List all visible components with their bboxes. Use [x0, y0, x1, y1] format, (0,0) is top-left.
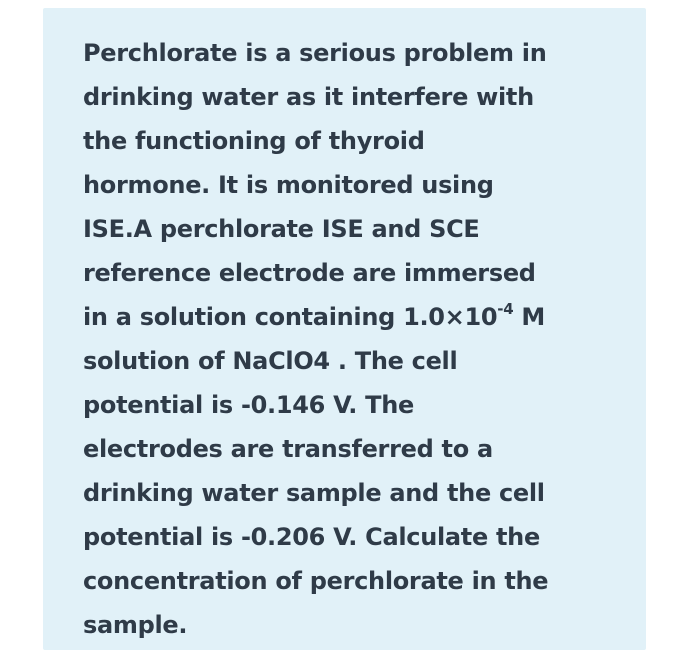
question-line: concentration of perchlorate in the	[83, 567, 549, 595]
question-line: Perchlorate is a serious problem in	[83, 39, 547, 67]
question-line: drinking water sample and the cell	[83, 479, 545, 507]
question-card	[43, 8, 646, 650]
concentration-text: in a solution containing 1.0×10	[83, 303, 498, 331]
question-line: ISE.A perchlorate ISE and SCE	[83, 215, 480, 243]
question-line: drinking water as it interfere with	[83, 83, 534, 111]
question-text	[83, 31, 628, 647]
question-line: hormone. It is monitored using	[83, 171, 494, 199]
question-line: solution of NaClO4 . The cell	[83, 347, 458, 375]
concentration-exponent: -4	[497, 300, 514, 318]
question-line: reference electrode are immersed	[83, 259, 536, 287]
question-line: potential is -0.206 V. Calculate the	[83, 523, 540, 551]
question-line: sample.	[83, 611, 188, 639]
concentration-unit: M	[513, 303, 546, 331]
question-line-concentration	[83, 295, 628, 339]
question-line: electrodes are transferred to a	[83, 435, 493, 463]
question-line: the functioning of thyroid	[83, 127, 425, 155]
question-line: potential is -0.146 V. The	[83, 391, 414, 419]
